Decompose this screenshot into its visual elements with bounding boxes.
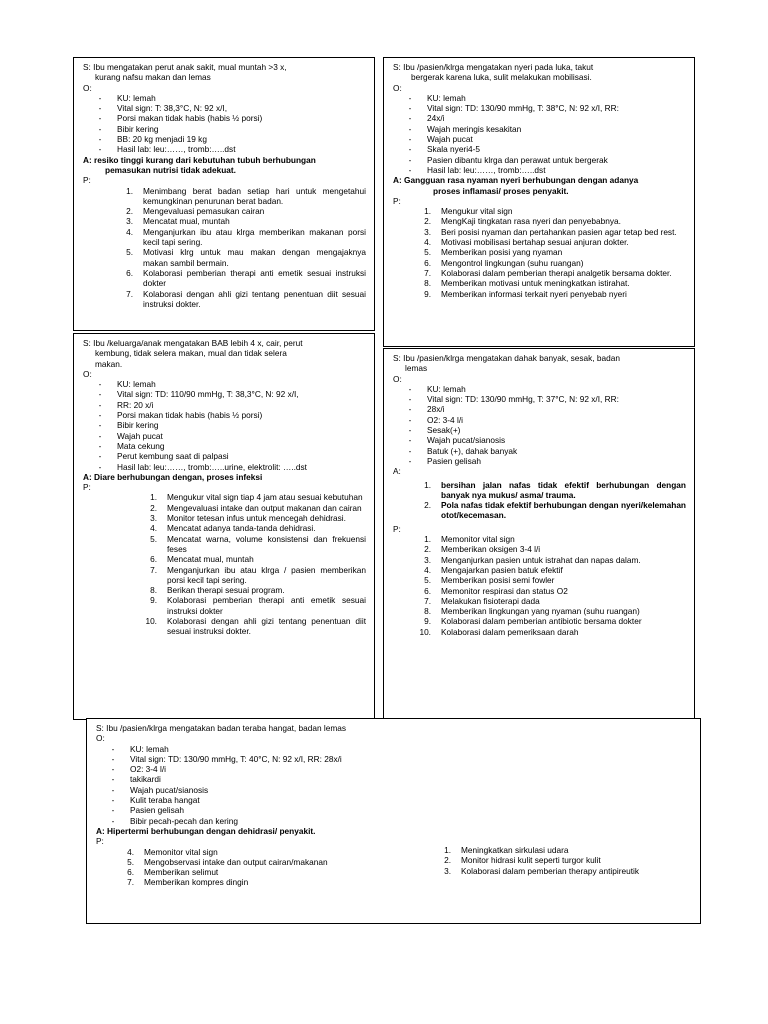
bullet-dash: - [408, 455, 412, 466]
item-number: 7. [126, 288, 133, 299]
item-text: Berikan therapi sesuai program. [167, 585, 285, 596]
numbered-item [423, 845, 651, 855]
objective-item-text: Vital sign: T: 38,3°C, N: 92 x/I, [117, 103, 228, 114]
numbered-item [83, 492, 366, 502]
bullet-dash: - [98, 389, 102, 400]
item-text: Memberikan motivasi untuk meningkatkan istirahat. [441, 278, 630, 289]
item-number: 8. [150, 585, 157, 596]
item-number: 6. [126, 267, 133, 278]
objective-label: O: [393, 373, 402, 384]
objective-item [393, 155, 686, 165]
bullet-dash: - [408, 164, 412, 175]
item-number: 7. [150, 564, 157, 575]
item-number: 4. [127, 846, 134, 857]
objective-item [393, 144, 686, 154]
plan-label: P: [96, 836, 104, 847]
item-number: 7. [424, 595, 431, 606]
item-text: Menimbang berat badan setiap hari untuk mengetahui kemungkinan penurunan berat badan. [143, 185, 366, 206]
numbered-item [83, 216, 366, 226]
objective-item [393, 404, 686, 414]
objective-item-text: Pasien gelisah [427, 455, 481, 466]
numbered-item [393, 575, 686, 585]
item-number: 7. [424, 267, 431, 278]
objective-item-text: O2: 3-4 l/i [130, 764, 166, 775]
item-text: Menganjurkan pasien untuk istrahat dan napas dalam. [441, 554, 641, 565]
objective-item-text: Bibir pecah-pecah dan kering [130, 815, 238, 826]
item-text: Menganjurkan ibu atau klrga memberikan makanan porsi kecil tapi sering. [143, 226, 366, 248]
numbered-item [393, 480, 686, 501]
item-number: 3. [444, 865, 451, 876]
item-number: 2. [424, 216, 431, 227]
numbered-item [393, 586, 686, 596]
objective-item [96, 785, 692, 795]
item-number: 4. [424, 564, 431, 575]
objective-list [83, 93, 366, 155]
item-number: 6. [127, 867, 134, 878]
objective-item [96, 805, 692, 815]
objective-item [96, 816, 692, 826]
plan-label: P: [393, 195, 401, 206]
objective-item [83, 113, 366, 123]
numbered-item [393, 606, 686, 616]
bullet-dash: - [408, 123, 412, 134]
objective-item [96, 744, 692, 754]
objective-item-text: BB: 20 kg menjadi 19 kg [117, 134, 207, 145]
item-number: 3. [150, 513, 157, 524]
assessment-line: A: Gangguan rasa nyaman nyeri berhubungan dengan adanya [393, 175, 639, 186]
numbered-item [393, 227, 686, 237]
objective-item-text: Porsi makan tidak habis (habis ½ porsi) [117, 410, 263, 421]
objective-list [83, 379, 366, 472]
objective-item-text: Wajah pucat/sianosis [427, 435, 506, 446]
objective-item-text: Bibir kering [117, 420, 159, 431]
item-number: 1. [424, 534, 431, 545]
numbered-item [83, 534, 366, 555]
item-text: Mengevaluasi intake dan output makanan dan cairan [167, 502, 362, 513]
objective-item-text: 24x/i [427, 113, 445, 124]
item-text: Mengukur vital sign tiap 4 jam atau sesuai kebutuhan [167, 492, 363, 503]
objective-item-text: Wajah pucat [117, 430, 163, 441]
item-text: Beri posisi nyaman dan pertahankan pasien agar tetap bed rest. [441, 226, 677, 237]
bullet-dash: - [111, 743, 115, 754]
assessment-line: A: Hipertermi berhubungan dengan dehidrasi/ penyakit. [96, 825, 316, 836]
objective-item [96, 774, 692, 784]
objective-item [83, 103, 366, 113]
objective-item-text: Vital sign: TD: 110/90 mmHg, T: 38,3°C, N: 92 x/I, [117, 389, 299, 400]
bullet-dash: - [98, 144, 102, 155]
item-text: Memberikan posisi yang nyaman [441, 247, 563, 258]
objective-item-text: Mata cekung [117, 440, 165, 451]
item-number: 2. [424, 544, 431, 555]
objective-label: O: [393, 82, 402, 93]
objective-item [96, 754, 692, 764]
item-number: 3. [424, 226, 431, 237]
plan-list-right [423, 845, 651, 876]
bullet-dash: - [98, 103, 102, 114]
numbered-item [393, 555, 686, 565]
item-text: Pola nafas tidak efektif berhubungan dengan nyeri/kelemahan otot/kecemasan. [441, 500, 686, 521]
item-text: Mencatat warna, volume konsistensi dan frekuensi feses [167, 533, 366, 554]
item-text: Mencatat mual, muntah [143, 216, 230, 227]
objective-item [83, 410, 366, 420]
bullet-dash: - [98, 92, 102, 103]
bullet-dash: - [408, 154, 412, 165]
numbered-item [96, 847, 386, 857]
bullet-dash: - [98, 134, 102, 145]
numbered-item [83, 186, 366, 207]
bullet-dash: - [98, 123, 102, 134]
item-number: 9. [424, 616, 431, 627]
item-text: Monitor tetesan infus untuk mencegah dehidrasi. [167, 513, 346, 524]
subjective-line: S: Ibu /pasien/klrga mengatakan badan teraba hangat, badan lemas [96, 723, 347, 733]
plan-list [83, 186, 366, 310]
objective-item-text: Porsi makan tidak habis (habis ½ porsi) [117, 113, 263, 124]
objective-item-text: Hasil lab: leu:……, tromb:…..dst [117, 144, 236, 155]
numbered-item [83, 503, 366, 513]
numbered-item [393, 596, 686, 606]
item-number: 3. [126, 216, 133, 227]
item-number: 1. [126, 185, 133, 196]
objective-item [393, 415, 686, 425]
bullet-dash: - [408, 113, 412, 124]
assessment-line: A: Diare berhubungan dengan, proses infeksi [83, 471, 263, 482]
item-text: Motivasi klrg untuk mau makan dengan mengajaknya makan sambil bermain. [143, 247, 366, 268]
item-number: 2. [150, 502, 157, 513]
item-text: Kolaborasi dengan ahli gizi tentang penentuan diit sesuai instruksi dokter. [167, 616, 366, 637]
item-number: 9. [150, 595, 157, 606]
objective-item-text: KU: lemah [427, 383, 466, 394]
assessment-label: A: [393, 466, 401, 477]
item-number: 8. [424, 606, 431, 617]
item-text: Kolaborasi dalam pemberian antibiotic bersama dokter [441, 616, 642, 627]
numbered-item [393, 627, 686, 637]
bullet-dash: - [408, 134, 412, 145]
item-number: 4. [126, 226, 133, 237]
item-text: Kolaborasi pemberian therapi anti emetik sesuai instruksi dokter [143, 267, 366, 289]
subjective-line: S: Ibu /keluarga/anak mengatakan BAB lebih 4 x, cair, perut [83, 338, 303, 348]
numbered-item [83, 227, 366, 248]
objective-item [393, 384, 686, 394]
numbered-item [393, 500, 686, 521]
numbered-item [83, 268, 366, 289]
numbered-item [83, 289, 366, 310]
bullet-dash: - [111, 805, 115, 816]
note-box-breathing [383, 348, 695, 720]
assessment-list [393, 480, 686, 521]
objective-label: O: [83, 82, 92, 93]
item-text: Memonitor vital sign [144, 846, 218, 857]
objective-item-text: Wajah meringis kesakitan [427, 123, 522, 134]
objective-item [393, 394, 686, 404]
plan-list [393, 206, 686, 299]
item-text: Memberikan informasi terkait nyeri penyebab nyeri [441, 288, 627, 299]
objective-label: O: [83, 368, 92, 379]
objective-item [83, 379, 366, 389]
numbered-item [83, 513, 366, 523]
objective-item-text: Batuk (+), dahak banyak [427, 445, 518, 456]
subjective-line: S: Ibu /pasien/klrga mengatakan nyeri pada luka, takut [393, 62, 594, 72]
numbered-item [83, 523, 366, 533]
objective-item-text: Hasil lab: leu:……, tromb:…..urine, elektrolit: …..dst [117, 461, 307, 472]
objective-item [83, 144, 366, 154]
objective-label: O: [96, 733, 105, 744]
objective-item [83, 124, 366, 134]
bullet-dash: - [111, 784, 115, 795]
assessment-line: pemasukan nutrisi tidak adekuat. [105, 164, 236, 175]
objective-item-text: Vital sign: TD: 130/90 mmHg, T: 40°C, N: 92 x/I, RR: 28x/i [130, 753, 342, 764]
item-text: Memberikan posisi semi fowler [441, 575, 555, 586]
objective-item-text: Vital sign: TD: 130/90 mmHg, T: 37°C, N: 92 x/I, RR: [427, 394, 619, 405]
numbered-item [393, 206, 686, 216]
bullet-dash: - [98, 461, 102, 472]
objective-item [393, 446, 686, 456]
objective-item-text: Perut kembung saat di palpasi [117, 451, 229, 462]
item-number: 10. [419, 626, 431, 637]
bullet-dash: - [408, 144, 412, 155]
item-text: Mengevaluasi pemasukan cairan [143, 206, 265, 217]
numbered-item [96, 877, 386, 887]
objective-item-text: O2: 3-4 l/i [427, 414, 463, 425]
objective-item-text: Skala nyeri4-5 [427, 144, 481, 155]
subjective-line: kembung, tidak selera makan, mual dan tidak selera [95, 348, 287, 359]
numbered-item [393, 268, 686, 278]
assessment-line: A: resiko tinggi kurang dari kebutuhan tubuh berhubungan [83, 154, 316, 165]
objective-item [393, 103, 686, 113]
item-text: bersihan jalan nafas tidak efektif berhubungan dengan banyak nya mukus/ asma/ trauma. [441, 479, 686, 500]
numbered-item [393, 544, 686, 554]
objective-item [83, 134, 366, 144]
objective-item-text: Sesak(+) [427, 425, 461, 436]
objective-item-text: KU: lemah [117, 92, 156, 103]
numbered-item [393, 616, 686, 626]
subjective-line: S: Ibu /pasien/klrga mengatakan dahak banyak, sesak, badan [393, 353, 620, 363]
item-text: Memberikan lingkungan yang nyaman (suhu ruangan) [441, 606, 640, 617]
numbered-item [83, 565, 366, 586]
bullet-dash: - [408, 383, 412, 394]
bullet-dash: - [111, 815, 115, 826]
bullet-dash: - [408, 425, 412, 436]
numbered-item [393, 534, 686, 544]
item-number: 5. [424, 575, 431, 586]
objective-item [96, 764, 692, 774]
numbered-item [393, 278, 686, 288]
objective-item-text: Pasien dibantu klrga dan perawat untuk bergerak [427, 154, 608, 165]
numbered-item [83, 206, 366, 216]
objective-list [96, 744, 692, 826]
objective-item-text: KU: lemah [117, 379, 156, 390]
objective-item [96, 795, 692, 805]
objective-item-text: KU: lemah [427, 92, 466, 103]
subjective-line: lemas [405, 363, 428, 374]
objective-item [83, 441, 366, 451]
item-text: Monitor hidrasi kulit seperti turgor kulit [461, 855, 601, 866]
numbered-item [96, 867, 386, 877]
item-text: Mengukur vital sign [441, 206, 513, 217]
item-number: 2. [424, 500, 431, 511]
objective-item [83, 93, 366, 103]
item-text: Mencatat adanya tanda-tanda dehidrasi. [167, 523, 316, 534]
item-text: MengKaji tingkatan rasa nyeri dan penyebabnya. [441, 216, 621, 227]
numbered-item [83, 595, 366, 616]
objective-item [83, 462, 366, 472]
objective-item [393, 113, 686, 123]
objective-item [393, 165, 686, 175]
item-number: 2. [444, 855, 451, 866]
plan-label: P: [83, 175, 91, 186]
objective-item-text: Hasil lab: leu:……, tromb:…..dst [427, 164, 546, 175]
objective-item-text: KU: lemah [130, 743, 169, 754]
item-text: Mengobservasi intake dan output cairan/makanan [144, 856, 328, 867]
item-text: Mengajarkan pasien batuk efektif [441, 564, 563, 575]
bullet-dash: - [98, 399, 102, 410]
item-text: Meningkatkan sirkulasi udara [461, 845, 569, 855]
numbered-item [83, 585, 366, 595]
note-box-pain [383, 57, 695, 347]
objective-item-text: Vital sign: TD: 130/90 mmHg, T: 38°C, N: 92 x/I, RR: [427, 103, 619, 114]
item-text: Melakukan fisioterapi dada [441, 595, 540, 606]
bullet-dash: - [408, 435, 412, 446]
bullet-dash: - [98, 440, 102, 451]
item-text: Kolaborasi dalam pemberian therapy antipireutik [461, 865, 640, 876]
subjective-line: bergerak karena luka, sulit melakukan mobilisasi. [411, 72, 592, 83]
item-number: 1. [424, 206, 431, 217]
item-number: 5. [126, 247, 133, 258]
bullet-dash: - [408, 404, 412, 415]
objective-item-text: Wajah pucat [427, 134, 473, 145]
item-number: 5. [127, 856, 134, 867]
item-number: 3. [424, 554, 431, 565]
objective-item [83, 431, 366, 441]
bullet-dash: - [111, 774, 115, 785]
objective-item [83, 400, 366, 410]
note-box-hyperthermia [86, 718, 701, 924]
plan-list [393, 534, 686, 637]
objective-item [393, 124, 686, 134]
objective-item-text: Kulit teraba hangat [130, 795, 200, 806]
objective-item-text: RR: 20 x/i [117, 399, 154, 410]
objective-item-text: 28x/i [427, 404, 445, 415]
bullet-dash: - [98, 451, 102, 462]
bullet-dash: - [98, 430, 102, 441]
numbered-item [393, 216, 686, 226]
objective-item [393, 456, 686, 466]
objective-list [393, 384, 686, 466]
item-text: Memonitor respirasi dan status O2 [441, 585, 568, 596]
plan-list [83, 492, 366, 636]
plan-label: P: [393, 523, 401, 534]
item-text: Kolaborasi pemberian therapi anti emetik sesuai instruksi dokter [167, 595, 366, 616]
item-number: 4. [150, 523, 157, 534]
note-box-diarrhea [73, 333, 375, 720]
item-number: 8. [424, 278, 431, 289]
objective-item [393, 134, 686, 144]
objective-list [393, 93, 686, 175]
bullet-dash: - [98, 420, 102, 431]
objective-item [83, 420, 366, 430]
bullet-dash: - [111, 795, 115, 806]
numbered-item [96, 857, 386, 867]
bullet-dash: - [111, 764, 115, 775]
numbered-item [393, 565, 686, 575]
bullet-dash: - [408, 445, 412, 456]
bullet-dash: - [408, 394, 412, 405]
assessment-line: proses inflamasi/ proses penyakit. [433, 185, 569, 196]
item-number: 10. [145, 616, 157, 627]
item-number: 4. [424, 237, 431, 248]
objective-item-text: Bibir kering [117, 123, 159, 134]
item-number: 1. [444, 845, 451, 855]
numbered-item [393, 247, 686, 257]
objective-item-text: Pasien gelisah [130, 805, 184, 816]
item-text: Kolaborasi dengan ahli gizi tentang penentuan diit sesuai instruksi dokter. [143, 288, 366, 309]
item-text: Memberikan oksigen 3-4 l/i [441, 544, 541, 555]
item-number: 5. [424, 247, 431, 258]
subjective-line: S: Ibu mengatakan perut anak sakit, mual muntah >3 x, [83, 62, 287, 72]
item-text: Motivasi mobilisasi bertahap sesuai anjuran dokter. [441, 237, 629, 248]
bullet-dash: - [408, 92, 412, 103]
bullet-dash: - [98, 113, 102, 124]
item-number: 6. [150, 554, 157, 565]
item-number: 5. [150, 533, 157, 544]
objective-item [83, 451, 366, 461]
numbered-item [83, 247, 366, 268]
numbered-item [83, 616, 366, 637]
bullet-dash: - [408, 414, 412, 425]
item-text: Menganjurkan ibu atau klrga / pasien memberikan porsi kecil tapi sering. [167, 564, 366, 585]
objective-item-text: Wajah pucat/sianosis [130, 784, 209, 795]
item-text: Kolaborasi dalam pemeriksaan darah [441, 626, 579, 637]
subjective-line: kurang nafsu makan dan lemas [95, 72, 211, 83]
item-number: 6. [424, 257, 431, 268]
subjective-line: makan. [95, 358, 123, 369]
item-text: Memonitor vital sign [441, 534, 515, 545]
numbered-item [423, 866, 651, 876]
objective-item [83, 389, 366, 399]
plan-list [96, 847, 386, 888]
bullet-dash: - [98, 379, 102, 390]
note-box-nutrition [73, 57, 375, 331]
objective-item [393, 93, 686, 103]
item-number: 1. [150, 492, 157, 503]
item-text: Kolaborasi dalam pemberian therapi analgetik bersama dokter. [441, 267, 672, 278]
item-text: Memberikan kompres dingin [144, 877, 249, 888]
item-number: 7. [127, 877, 134, 888]
numbered-item [423, 855, 651, 865]
numbered-item [393, 289, 686, 299]
numbered-item [393, 258, 686, 268]
numbered-item [393, 237, 686, 247]
item-number: 6. [424, 585, 431, 596]
objective-item [393, 435, 686, 445]
bullet-dash: - [111, 753, 115, 764]
item-number: 1. [424, 479, 431, 490]
plan-label: P: [83, 482, 91, 493]
bullet-dash: - [98, 410, 102, 421]
item-number: 9. [424, 288, 431, 299]
item-text: Memberikan selimut [144, 867, 219, 878]
objective-item [393, 425, 686, 435]
bullet-dash: - [408, 103, 412, 114]
item-text: Mengontrol lingkungan (suhu ruangan) [441, 257, 584, 268]
item-text: Mencatat mual, muntah [167, 554, 254, 565]
objective-item-text: takikardi [130, 774, 161, 785]
item-number: 2. [126, 206, 133, 217]
numbered-item [83, 554, 366, 564]
